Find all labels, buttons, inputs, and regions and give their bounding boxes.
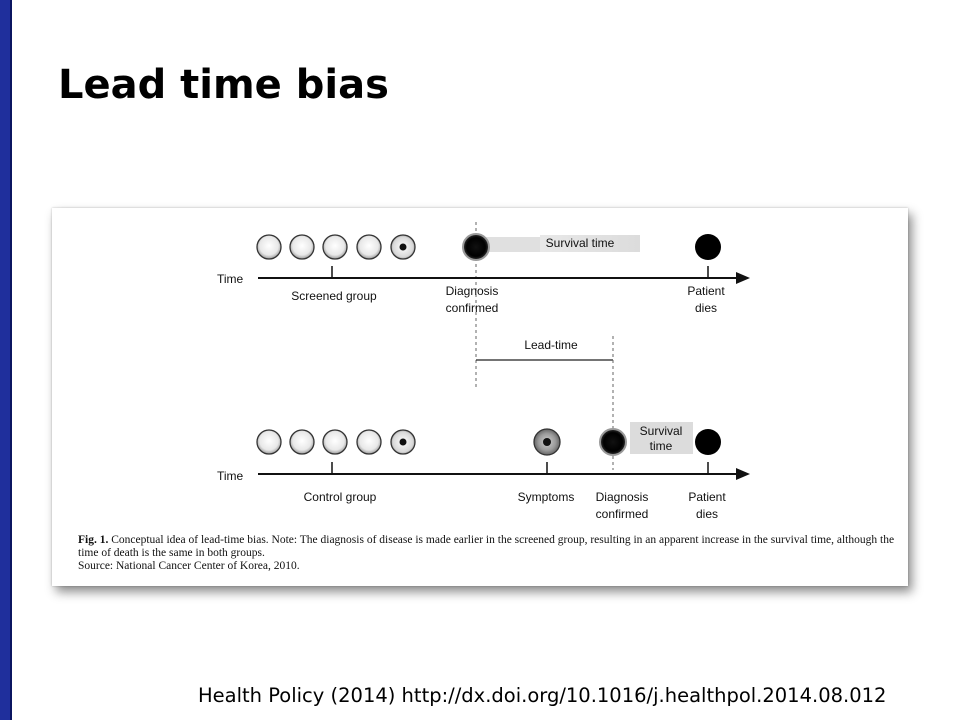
symptoms-label: Symptoms: [517, 490, 575, 504]
screened-survival-fade-bar: [484, 237, 540, 252]
lead-time-label: Lead-time: [524, 338, 578, 352]
screened-diagnosis-label-line2: confirmed: [445, 301, 499, 315]
screened-survival-label: Survival time: [545, 236, 615, 250]
screened-death-circle: [695, 234, 721, 260]
control-diagnosis-circle: [600, 429, 626, 455]
screened-state-circle: [323, 235, 347, 259]
screened-state-circle: [257, 235, 281, 259]
screened-axis-label: Time: [217, 272, 244, 286]
screened-diagnosis-circle: [463, 234, 489, 260]
slide-title: Lead time bias: [58, 62, 389, 108]
control-death-circle: [695, 429, 721, 455]
screened-death-label-line1: Patient: [687, 284, 725, 298]
control-state-circle: [323, 430, 347, 454]
slide-left-accent-bar: [0, 0, 12, 720]
figure-caption-label: Fig. 1.: [78, 534, 109, 546]
screened-axis-arrowhead: [736, 272, 750, 284]
screened-state-circle: [290, 235, 314, 259]
slide-citation: Health Policy (2014) http://dx.doi.org/10.1016/j.healthpol.2014.08.012: [198, 684, 887, 707]
lead-time-bias-figure: [52, 208, 908, 586]
control-death-label-line2: dies: [695, 507, 719, 521]
control-death-label-line1: Patient: [688, 490, 726, 504]
screened-early-disease-dot: [400, 244, 407, 251]
control-state-circle: [357, 430, 381, 454]
control-early-disease-dot: [400, 439, 407, 446]
control-diagnosis-label-line2: confirmed: [595, 507, 649, 521]
control-axis-label: Time: [217, 469, 244, 483]
control-survival-label-line2: time: [649, 439, 673, 453]
control-state-circle: [290, 430, 314, 454]
screened-group-timeline: [217, 222, 750, 388]
screened-group-label: Screened group: [291, 289, 377, 303]
control-group-timeline: [217, 422, 750, 521]
control-diagnosis-label-line1: Diagnosis: [595, 490, 649, 504]
screened-diagnosis-label-line1: Diagnosis: [445, 284, 499, 298]
control-survival-label-line1: Survival: [639, 424, 683, 438]
screened-state-circle: [357, 235, 381, 259]
control-group-label: Control group: [303, 490, 377, 504]
control-axis-arrowhead: [736, 468, 750, 480]
screened-death-label-line2: dies: [694, 301, 718, 315]
figure-caption-source: Source: National Cancer Center of Korea, 2010.: [78, 560, 300, 572]
lead-time-diagram: [52, 208, 908, 528]
figure-caption: [78, 534, 898, 573]
figure-caption-text: Conceptual idea of lead-time bias. Note: The diagnosis of disease is made earlier in the screened group, resulting in an apparent increase in the survival time, although the time of death is the same in both groups.: [78, 534, 895, 559]
symptoms-core-dot: [543, 438, 551, 446]
control-state-circle: [257, 430, 281, 454]
